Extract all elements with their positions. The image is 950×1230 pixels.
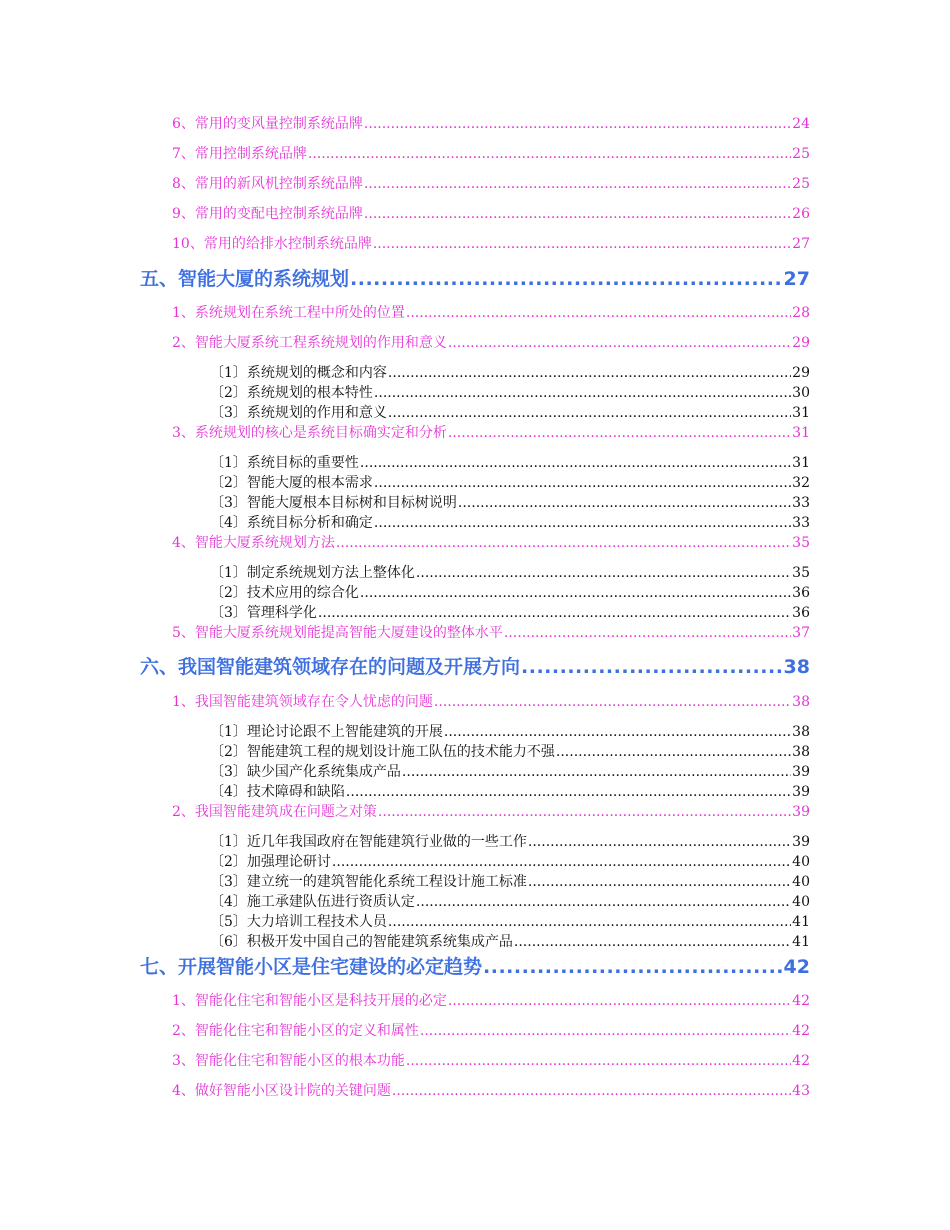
- dot-leader: [346, 784, 791, 800]
- toc-entry-page-number: 33: [792, 515, 810, 531]
- toc-entry-title: 〔2〕系统规划的根本特性: [210, 385, 373, 401]
- dot-leader: [416, 565, 791, 581]
- toc-entry-title: 〔4〕施工承建队伍进行资质认定: [210, 894, 415, 910]
- toc-entry-title: 5、智能大厦系统规划能提高智能大厦建设的整体水平: [172, 625, 503, 641]
- dot-leader: [402, 764, 791, 780]
- toc-entry-level2[interactable]: [172, 1020, 810, 1040]
- toc-entry-title: 六、我国智能建筑领域存在的问题及开展方向: [140, 656, 521, 678]
- dot-leader: [332, 854, 791, 870]
- toc-entry-page-number: 24: [792, 116, 810, 132]
- toc-entry-page-number: 41: [792, 914, 810, 930]
- dot-leader: [360, 455, 791, 471]
- toc-entry-page-number: 39: [792, 764, 810, 780]
- dot-leader: [336, 535, 791, 551]
- toc-entry-page-number: 28: [792, 305, 810, 321]
- dot-leader: [420, 1023, 791, 1039]
- dot-leader: [448, 993, 791, 1009]
- toc-entry-page-number: 30: [792, 385, 810, 401]
- toc-entry-level1[interactable]: [140, 952, 810, 979]
- toc-entry-page-number: 40: [792, 874, 810, 890]
- toc-entry-title: 〔5〕大力培训工程技术人员: [210, 914, 387, 930]
- toc-entry-title: 4、智能大厦系统规划方法: [172, 535, 335, 551]
- toc-entry-page-number: 42: [792, 1023, 810, 1039]
- toc-entry-level3[interactable]: [210, 741, 810, 761]
- dot-leader: [458, 495, 791, 511]
- toc-entry-page-number: 40: [792, 854, 810, 870]
- toc-entry-title: 〔1〕理论讨论跟不上智能建筑的开展: [210, 724, 443, 740]
- toc-entry-title: 〔1〕系统规划的概念和内容: [210, 365, 387, 381]
- dot-leader: [388, 365, 791, 381]
- dot-leader: [308, 146, 791, 162]
- dot-leader: [406, 305, 791, 321]
- toc-entry-page-number: 41: [792, 934, 810, 950]
- toc-entry-page-number: 42: [792, 993, 810, 1009]
- toc-entry-level1[interactable]: [140, 652, 810, 679]
- dot-leader: [374, 515, 791, 531]
- toc-entry-title: 2、我国智能建筑成在问题之对策: [172, 804, 377, 820]
- toc-entry-title: 4、做好智能小区设计院的关键问题: [172, 1083, 391, 1099]
- dot-leader: [378, 804, 791, 820]
- toc-entry-title: 〔3〕管理科学化: [210, 605, 317, 621]
- toc-entry-title: 6、常用的变风量控制系统品牌: [172, 116, 363, 132]
- toc-entry-page-number: 26: [792, 206, 810, 222]
- toc-entry-title: 〔6〕积极开发中国自己的智能建筑系统集成产品: [210, 934, 513, 950]
- toc-entry-level2[interactable]: [172, 532, 810, 552]
- toc-entry-page-number: 38: [792, 724, 810, 740]
- toc-entry-title: 2、智能化住宅和智能小区的定义和属性: [172, 1023, 419, 1039]
- toc-entry-page-number: 36: [792, 585, 810, 601]
- toc-entry-level2[interactable]: [172, 203, 810, 223]
- toc-entry-level3[interactable]: [210, 402, 810, 422]
- toc-entry-level3[interactable]: [210, 472, 810, 492]
- toc-entry-level2[interactable]: [172, 173, 810, 193]
- toc-entry-page-number: 27: [783, 268, 810, 290]
- toc-entry-page-number: 29: [792, 335, 810, 351]
- toc-entry-level2[interactable]: [172, 332, 810, 352]
- dot-leader: [364, 206, 791, 222]
- dot-leader: [360, 585, 791, 601]
- toc-entry-title: 1、系统规划在系统工程中所处的位置: [172, 305, 405, 321]
- dot-leader: [392, 1083, 791, 1099]
- toc-entry-page-number: 42: [792, 1053, 810, 1069]
- toc-entry-title: 7、常用控制系统品牌: [172, 146, 307, 162]
- toc-entry-title: 〔4〕技术障碍和缺陷: [210, 784, 345, 800]
- toc-entry-page-number: 37: [792, 625, 810, 641]
- dot-leader: [504, 625, 791, 641]
- dot-leader: [528, 834, 791, 850]
- toc-entry-level3[interactable]: [210, 582, 810, 602]
- toc-entry-title: 〔2〕技术应用的综合化: [210, 585, 359, 601]
- toc-entry-level2[interactable]: [172, 113, 810, 133]
- toc-entry-title: 〔3〕建立统一的建筑智能化系统工程设计施工标准: [210, 874, 527, 890]
- dot-leader: [388, 405, 791, 421]
- toc-entry-page-number: 25: [792, 146, 810, 162]
- toc-entry-page-number: 27: [792, 236, 810, 252]
- toc-entry-level3[interactable]: [210, 382, 810, 402]
- toc-entry-page-number: 31: [792, 405, 810, 421]
- toc-entry-level3[interactable]: [210, 492, 810, 512]
- toc-entry-level3[interactable]: [210, 721, 810, 741]
- toc-entry-page-number: 35: [792, 535, 810, 551]
- dot-leader: [521, 656, 783, 678]
- toc-entry-title: 〔2〕智能建筑工程的规划设计施工队伍的技术能力不强: [210, 744, 555, 760]
- toc-entry-level3[interactable]: [210, 602, 810, 622]
- toc-entry-title: 七、开展智能小区是住宅建设的必定趋势: [140, 956, 483, 978]
- dot-leader: [448, 425, 791, 441]
- toc-entry-title: 1、智能化住宅和智能小区是科技开展的必定: [172, 993, 447, 1009]
- toc-entry-level3[interactable]: [210, 871, 810, 891]
- dot-leader: [364, 176, 791, 192]
- toc-entry-page-number: 39: [792, 804, 810, 820]
- toc-entry-level2[interactable]: [172, 1050, 810, 1070]
- dot-leader: [444, 724, 791, 740]
- toc-entry-title: 9、常用的变配电控制系统品牌: [172, 206, 363, 222]
- toc-entry-page-number: 43: [792, 1083, 810, 1099]
- toc-entry-page-number: 40: [792, 894, 810, 910]
- toc-entry-title: 〔3〕系统规划的作用和意义: [210, 405, 387, 421]
- toc-entry-page-number: 39: [792, 834, 810, 850]
- toc-entry-level2[interactable]: [172, 233, 810, 253]
- dot-leader: [556, 744, 791, 760]
- toc-entry-page-number: 39: [792, 784, 810, 800]
- toc-entry-title: 〔2〕智能大厦的根本需求: [210, 475, 373, 491]
- dot-leader: [406, 1053, 791, 1069]
- dot-leader: [388, 914, 791, 930]
- toc-entry-title: 〔2〕加强理论研讨: [210, 854, 331, 870]
- toc-entry-title: 1、我国智能建筑领域存在令人忧虑的问题: [172, 694, 433, 710]
- dot-leader: [448, 335, 791, 351]
- toc-entry-level2[interactable]: [172, 691, 810, 711]
- toc-entry-level3[interactable]: [210, 562, 810, 582]
- toc-entry-title: 五、智能大厦的系统规划: [140, 268, 350, 290]
- toc-entry-page-number: 38: [792, 744, 810, 760]
- toc-entry-level3[interactable]: [210, 362, 810, 382]
- toc-entry-level3[interactable]: [210, 891, 810, 911]
- dot-leader: [318, 605, 791, 621]
- toc-entry-page-number: 36: [792, 605, 810, 621]
- toc-entry-level2[interactable]: [172, 422, 810, 442]
- toc-entry-title: 〔1〕制定系统规划方法上整体化: [210, 565, 415, 581]
- toc-entry-level2[interactable]: [172, 143, 810, 163]
- toc-entry-title: 10、常用的给排水控制系统品牌: [172, 236, 372, 252]
- toc-entry-title: 2、智能大厦系统工程系统规划的作用和意义: [172, 335, 447, 351]
- toc-entry-level3[interactable]: [210, 761, 810, 781]
- toc-entry-level3[interactable]: [210, 781, 810, 801]
- toc-entry-title: 〔1〕近几年我国政府在智能建筑行业做的一些工作: [210, 834, 527, 850]
- dot-leader: [528, 874, 791, 890]
- toc-entry-level3[interactable]: [210, 931, 810, 951]
- toc-entry-title: 〔4〕系统目标分析和确定: [210, 515, 373, 531]
- dot-leader: [434, 694, 791, 710]
- toc-entry-page-number: 33: [792, 495, 810, 511]
- toc-entry-level3[interactable]: [210, 851, 810, 871]
- dot-leader: [374, 385, 791, 401]
- toc-entry-title: 8、常用的新风机控制系统品牌: [172, 176, 363, 192]
- toc-entry-page-number: 42: [783, 956, 810, 978]
- toc-entry-page-number: 32: [792, 475, 810, 491]
- toc-entry-page-number: 25: [792, 176, 810, 192]
- toc-entry-page-number: 29: [792, 365, 810, 381]
- toc-entry-title: 〔1〕系统目标的重要性: [210, 455, 359, 471]
- toc-entry-page-number: 31: [792, 455, 810, 471]
- toc-entry-level3[interactable]: [210, 831, 810, 851]
- toc-entry-level2[interactable]: [172, 1080, 810, 1100]
- toc-entry-level1[interactable]: [140, 264, 810, 291]
- toc-entry-level3[interactable]: [210, 512, 810, 532]
- dot-leader: [364, 116, 791, 132]
- toc-entry-page-number: 38: [783, 656, 810, 678]
- dot-leader: [416, 894, 791, 910]
- toc-entry-level2[interactable]: [172, 622, 810, 642]
- toc-entry-page-number: 38: [792, 694, 810, 710]
- dot-leader: [483, 956, 783, 978]
- toc-entry-title: 〔3〕智能大厦根本目标树和目标树说明: [210, 495, 457, 511]
- toc-entry-level2[interactable]: [172, 990, 810, 1010]
- toc-entry-title: 3、系统规划的核心是系统目标确实定和分析: [172, 425, 447, 441]
- toc-entry-title: 〔3〕缺少国产化系统集成产品: [210, 764, 401, 780]
- dot-leader: [350, 268, 783, 290]
- toc-entry-page-number: 31: [792, 425, 810, 441]
- toc-entry-title: 3、智能化住宅和智能小区的根本功能: [172, 1053, 405, 1069]
- toc-entry-level3[interactable]: [210, 911, 810, 931]
- toc-entry-level2[interactable]: [172, 302, 810, 322]
- toc-entry-level3[interactable]: [210, 452, 810, 472]
- dot-leader: [373, 236, 791, 252]
- dot-leader: [514, 934, 791, 950]
- dot-leader: [374, 475, 791, 491]
- toc-entry-page-number: 35: [792, 565, 810, 581]
- toc-entry-level2[interactable]: [172, 801, 810, 821]
